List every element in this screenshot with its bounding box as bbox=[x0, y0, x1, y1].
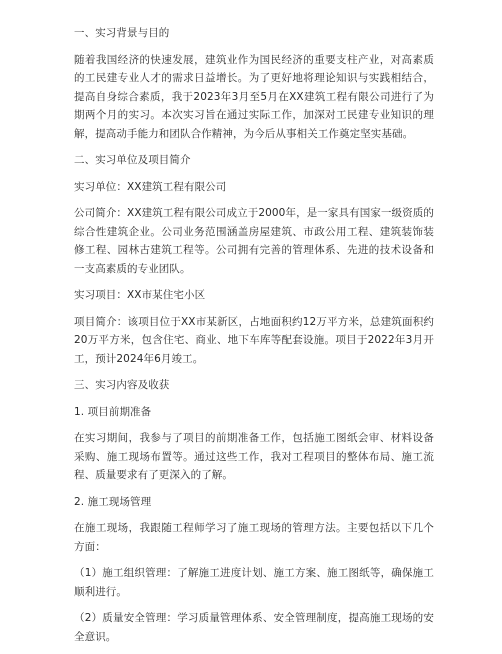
list-item-organization: （1）施工组织管理：了解施工进度计划、施工方案、施工图纸等，确保施工顺利进行。 bbox=[74, 567, 434, 598]
paragraph-preparation: 在实习期间，我参与了项目的前期准备工作，包括施工图纸会审、材料设备采购、施工现场布置等。通过这些工作，我对工程项目的整体布局、施工流程、质量要求有了更深入的了解。 bbox=[74, 432, 434, 481]
document-body bbox=[74, 24, 434, 654]
paragraph-company-name: 实习单位：XX建筑工程有限公司 bbox=[74, 180, 227, 193]
paragraph-project-intro: 项目简介：该项目位于XX市某新区，占地面积约12万平方米，总建筑面积约20万平方米，包含住宅、商业、地下车库等配套设施。项目于2022年3月开工，预计2024年6月竣工。 bbox=[74, 315, 434, 365]
section-heading-company: 二、实习单位及项目简介 bbox=[74, 154, 191, 166]
paragraph-site-management: 在施工现场，我跟随工程师学习了施工现场的管理方法。主要包括以下几个方面： bbox=[74, 522, 434, 553]
list-item-quality-safety: （2）质量安全管理：学习质量管理体系、安全管理制度，提高施工现场的安全意识。 bbox=[74, 612, 434, 643]
paragraph-background: 随着我国经济的快速发展，建筑业作为国民经济的重要支柱产业，对高素质的工民建专业人才的需求日益增长。为了更好地将理论知识与实践相结合，提高自身综合素质，我于2023年3月至5月在XX建筑工程有限公司进行了为期两个月的实习。本次实习旨在通过实际工作，加深对工民建专业知识的理解，提高动手能力和团队合作精神，为今后从事相关工作奠定坚实基础。 bbox=[74, 53, 434, 140]
paragraph-company-intro: 公司简介：XX建筑工程有限公司成立于2000年，是一家具有国家一级资质的综合性建筑企业。公司业务范围涵盖房屋建筑、市政公用工程、建筑装饰装修工程、园林古建筑工程等。公司拥有完善的管理体系、先进的技术设备和一支高素质的专业团队。 bbox=[74, 207, 434, 275]
subheading-preparation: 1. 项目前期准备 bbox=[74, 405, 152, 418]
section-heading-background: 一、实习背景与目的 bbox=[74, 27, 170, 39]
section-heading-content: 三、实习内容及收获 bbox=[74, 379, 170, 391]
paragraph-project-name: 实习项目：XX市某住宅小区 bbox=[74, 289, 206, 301]
subheading-site-management: 2. 施工现场管理 bbox=[74, 495, 152, 508]
